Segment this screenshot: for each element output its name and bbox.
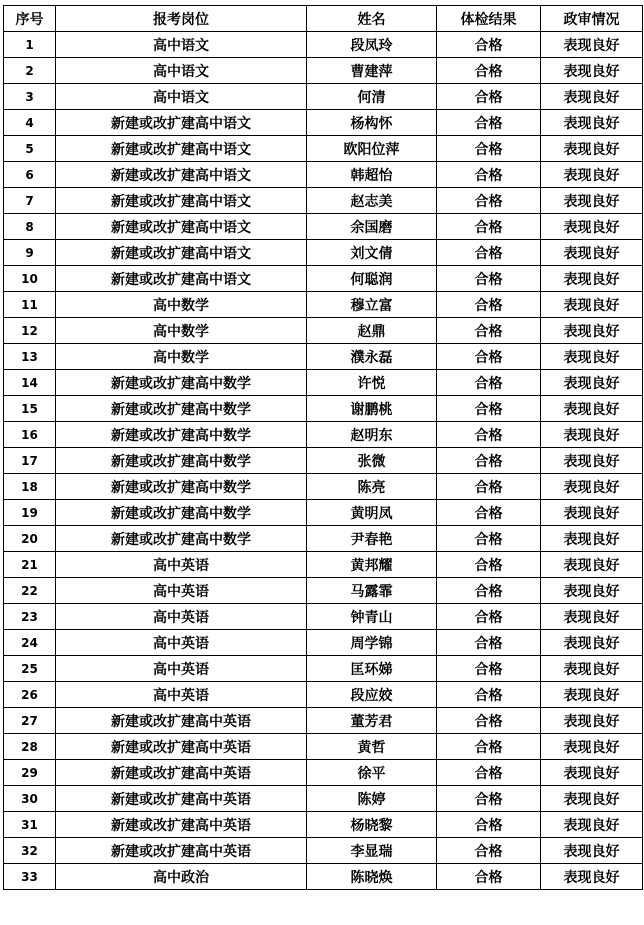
cell-exam-result: 合格 [437,32,541,58]
cell-index: 14 [4,370,56,396]
cell-review-status: 表现良好 [541,734,643,760]
header-cell-exam-result: 体检结果 [437,6,541,32]
cell-index: 33 [4,864,56,890]
cell-review-status: 表现良好 [541,188,643,214]
header-row [4,6,643,32]
cell-position: 高中英语 [56,682,307,708]
cell-index: 15 [4,396,56,422]
cell-index: 18 [4,474,56,500]
table-row [4,58,643,84]
cell-name: 钟青山 [307,604,437,630]
header-cell-position: 报考岗位 [56,6,307,32]
cell-position: 新建或改扩建高中语文 [56,188,307,214]
cell-position: 高中数学 [56,292,307,318]
cell-exam-result: 合格 [437,864,541,890]
cell-review-status: 表现良好 [541,344,643,370]
table-body [4,32,643,890]
cell-name: 赵志美 [307,188,437,214]
cell-name: 陈亮 [307,474,437,500]
cell-name: 濮永磊 [307,344,437,370]
table-row [4,136,643,162]
cell-exam-result: 合格 [437,656,541,682]
cell-position: 高中英语 [56,604,307,630]
table-row [4,318,643,344]
cell-name: 杨构怀 [307,110,437,136]
cell-review-status: 表现良好 [541,656,643,682]
cell-position: 新建或改扩建高中数学 [56,396,307,422]
cell-index: 26 [4,682,56,708]
cell-exam-result: 合格 [437,500,541,526]
cell-position: 高中数学 [56,344,307,370]
cell-index: 23 [4,604,56,630]
cell-name: 欧阳位萍 [307,136,437,162]
cell-name: 黄邦耀 [307,552,437,578]
cell-review-status: 表现良好 [541,500,643,526]
cell-exam-result: 合格 [437,214,541,240]
cell-position: 新建或改扩建高中语文 [56,162,307,188]
table-row [4,474,643,500]
cell-review-status: 表现良好 [541,240,643,266]
table-row [4,604,643,630]
table-row [4,266,643,292]
cell-review-status: 表现良好 [541,786,643,812]
cell-exam-result: 合格 [437,552,541,578]
cell-review-status: 表现良好 [541,370,643,396]
cell-review-status: 表现良好 [541,708,643,734]
cell-exam-result: 合格 [437,370,541,396]
cell-index: 9 [4,240,56,266]
cell-position: 高中英语 [56,552,307,578]
table-row [4,32,643,58]
cell-exam-result: 合格 [437,110,541,136]
cell-exam-result: 合格 [437,630,541,656]
table-row [4,370,643,396]
cell-position: 高中政治 [56,864,307,890]
cell-exam-result: 合格 [437,474,541,500]
cell-exam-result: 合格 [437,708,541,734]
cell-position: 高中英语 [56,578,307,604]
cell-exam-result: 合格 [437,682,541,708]
cell-index: 20 [4,526,56,552]
cell-position: 高中英语 [56,656,307,682]
table-row [4,162,643,188]
cell-index: 19 [4,500,56,526]
table-row [4,84,643,110]
cell-position: 新建或改扩建高中数学 [56,448,307,474]
cell-exam-result: 合格 [437,58,541,84]
cell-exam-result: 合格 [437,786,541,812]
table-row [4,656,643,682]
table-row [4,448,643,474]
table-row [4,734,643,760]
cell-review-status: 表现良好 [541,396,643,422]
cell-index: 2 [4,58,56,84]
cell-name: 赵明东 [307,422,437,448]
cell-position: 高中数学 [56,318,307,344]
cell-index: 5 [4,136,56,162]
table-row [4,838,643,864]
cell-name: 徐平 [307,760,437,786]
cell-name: 刘文倩 [307,240,437,266]
cell-review-status: 表现良好 [541,292,643,318]
cell-name: 匡环娣 [307,656,437,682]
cell-review-status: 表现良好 [541,578,643,604]
cell-name: 余国磨 [307,214,437,240]
cell-exam-result: 合格 [437,240,541,266]
cell-review-status: 表现良好 [541,110,643,136]
cell-position: 新建或改扩建高中英语 [56,812,307,838]
table-row [4,500,643,526]
cell-exam-result: 合格 [437,734,541,760]
cell-exam-result: 合格 [437,422,541,448]
table-row [4,682,643,708]
cell-index: 10 [4,266,56,292]
cell-review-status: 表现良好 [541,838,643,864]
table-row [4,578,643,604]
cell-index: 31 [4,812,56,838]
cell-name: 谢鹏桃 [307,396,437,422]
cell-position: 新建或改扩建高中英语 [56,838,307,864]
cell-exam-result: 合格 [437,578,541,604]
cell-name: 赵鼎 [307,318,437,344]
cell-index: 29 [4,760,56,786]
table-row [4,526,643,552]
cell-exam-result: 合格 [437,188,541,214]
cell-index: 6 [4,162,56,188]
cell-exam-result: 合格 [437,136,541,162]
cell-index: 8 [4,214,56,240]
cell-review-status: 表现良好 [541,552,643,578]
cell-review-status: 表现良好 [541,526,643,552]
cell-position: 新建或改扩建高中英语 [56,734,307,760]
cell-name: 周学锦 [307,630,437,656]
table-row [4,552,643,578]
cell-name: 黄明凤 [307,500,437,526]
header-cell-review-status: 政审情况 [541,6,643,32]
cell-name: 曹建萍 [307,58,437,84]
table-row [4,786,643,812]
table-row [4,396,643,422]
cell-exam-result: 合格 [437,760,541,786]
cell-name: 段应姣 [307,682,437,708]
cell-review-status: 表现良好 [541,448,643,474]
cell-exam-result: 合格 [437,318,541,344]
cell-name: 张微 [307,448,437,474]
results-table [3,5,643,890]
cell-review-status: 表现良好 [541,162,643,188]
cell-review-status: 表现良好 [541,32,643,58]
cell-position: 新建或改扩建高中语文 [56,136,307,162]
cell-position: 新建或改扩建高中数学 [56,370,307,396]
cell-index: 7 [4,188,56,214]
table-row [4,240,643,266]
cell-index: 13 [4,344,56,370]
cell-index: 27 [4,708,56,734]
cell-exam-result: 合格 [437,838,541,864]
cell-exam-result: 合格 [437,396,541,422]
cell-review-status: 表现良好 [541,58,643,84]
cell-position: 新建或改扩建高中数学 [56,500,307,526]
cell-index: 4 [4,110,56,136]
cell-review-status: 表现良好 [541,266,643,292]
cell-review-status: 表现良好 [541,136,643,162]
cell-exam-result: 合格 [437,292,541,318]
cell-index: 22 [4,578,56,604]
cell-review-status: 表现良好 [541,214,643,240]
cell-name: 李显瑞 [307,838,437,864]
cell-review-status: 表现良好 [541,84,643,110]
cell-position: 新建或改扩建高中英语 [56,708,307,734]
cell-name: 尹春艳 [307,526,437,552]
cell-index: 25 [4,656,56,682]
cell-position: 高中语文 [56,32,307,58]
cell-name: 黄哲 [307,734,437,760]
cell-review-status: 表现良好 [541,474,643,500]
cell-name: 穆立富 [307,292,437,318]
cell-name: 韩超怡 [307,162,437,188]
cell-position: 高中英语 [56,630,307,656]
cell-position: 新建或改扩建高中数学 [56,474,307,500]
cell-review-status: 表现良好 [541,812,643,838]
cell-exam-result: 合格 [437,812,541,838]
cell-name: 董芳君 [307,708,437,734]
table-row [4,812,643,838]
cell-position: 新建或改扩建高中英语 [56,760,307,786]
cell-index: 16 [4,422,56,448]
cell-review-status: 表现良好 [541,318,643,344]
table-row [4,422,643,448]
cell-name: 陈婷 [307,786,437,812]
cell-exam-result: 合格 [437,448,541,474]
cell-name: 段凤玲 [307,32,437,58]
cell-review-status: 表现良好 [541,630,643,656]
cell-position: 新建或改扩建高中语文 [56,266,307,292]
cell-index: 28 [4,734,56,760]
table-row [4,214,643,240]
cell-name: 杨晓黎 [307,812,437,838]
cell-review-status: 表现良好 [541,682,643,708]
cell-index: 21 [4,552,56,578]
cell-position: 新建或改扩建高中语文 [56,214,307,240]
cell-position: 高中语文 [56,84,307,110]
cell-exam-result: 合格 [437,84,541,110]
table-row [4,760,643,786]
cell-index: 11 [4,292,56,318]
cell-position: 新建或改扩建高中语文 [56,110,307,136]
table-row [4,292,643,318]
cell-name: 马露霏 [307,578,437,604]
cell-position: 新建或改扩建高中数学 [56,526,307,552]
cell-index: 32 [4,838,56,864]
cell-name: 何聪润 [307,266,437,292]
table-row [4,344,643,370]
cell-index: 30 [4,786,56,812]
cell-position: 新建或改扩建高中英语 [56,786,307,812]
table-row [4,630,643,656]
cell-exam-result: 合格 [437,266,541,292]
cell-exam-result: 合格 [437,162,541,188]
cell-position: 新建或改扩建高中语文 [56,240,307,266]
cell-exam-result: 合格 [437,526,541,552]
table-row [4,110,643,136]
table-row [4,864,643,890]
header-cell-name: 姓名 [307,6,437,32]
cell-position: 新建或改扩建高中数学 [56,422,307,448]
table-row [4,708,643,734]
cell-review-status: 表现良好 [541,864,643,890]
cell-review-status: 表现良好 [541,604,643,630]
cell-exam-result: 合格 [437,344,541,370]
cell-index: 24 [4,630,56,656]
cell-position: 高中语文 [56,58,307,84]
cell-review-status: 表现良好 [541,422,643,448]
cell-index: 3 [4,84,56,110]
cell-review-status: 表现良好 [541,760,643,786]
cell-index: 17 [4,448,56,474]
cell-index: 1 [4,32,56,58]
cell-name: 何清 [307,84,437,110]
cell-name: 许悦 [307,370,437,396]
cell-index: 12 [4,318,56,344]
header-cell-index: 序号 [4,6,56,32]
cell-name: 陈晓焕 [307,864,437,890]
table-row [4,188,643,214]
cell-exam-result: 合格 [437,604,541,630]
